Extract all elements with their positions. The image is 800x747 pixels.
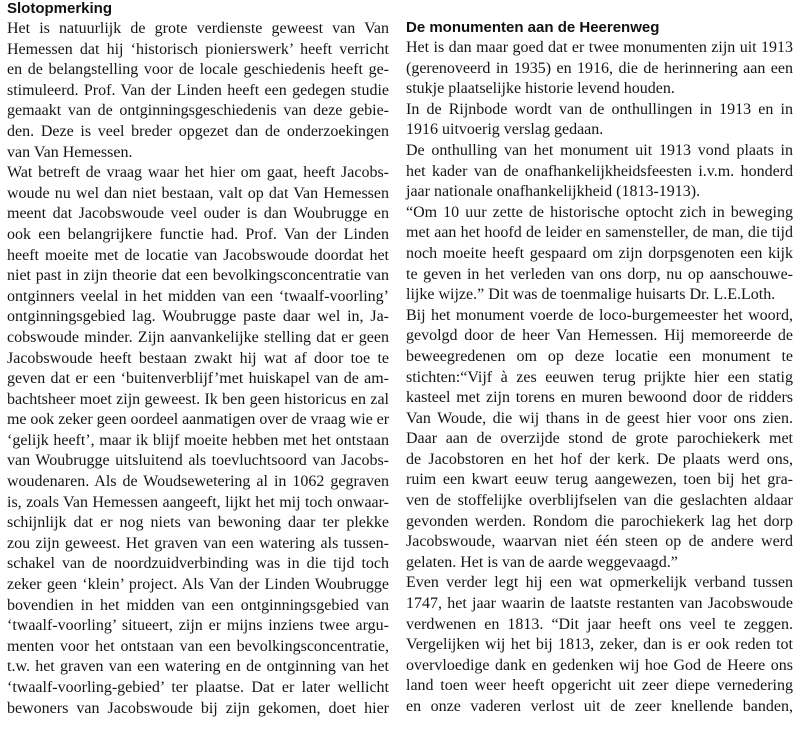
- left-column-text: [7, 19, 389, 719]
- text-line: jaar nationale onafhankelijkheid (1813-1913).: [406, 183, 701, 201]
- text-line: ‘twaalf-voorling’ situeert, zijn er mijns inziens twee argu-: [7, 617, 389, 635]
- text-line: t.w. het graven van een watering en de ontginning van het: [7, 658, 389, 676]
- text-line: woude nu wel dan niet bestaan, valt op dat Van Hemessen: [7, 184, 389, 202]
- paragraph: [406, 141, 793, 203]
- text-line: In de Rijnbode wordt van de onthullingen in 1913 en in: [406, 100, 793, 118]
- text-line: bewoners van Jacobswoude bij zijn gekomen, doet hier: [7, 699, 389, 717]
- right-column: [406, 0, 793, 718]
- left-column: [7, 0, 389, 719]
- text-line: verdwenen en 1813. “Dit jaar heeft ons veel te zeggen.: [406, 615, 793, 633]
- text-line: stukje plaatselijke historie levend houden.: [406, 80, 675, 98]
- text-line: ruim een kwart eeuw terug aangewezen, toen bij het gra-: [406, 471, 793, 489]
- text-line: gevolgd door de heer Van Hemessen. Hij memoreerde de: [406, 327, 793, 345]
- text-line: De onthulling van het monument uit 1913 vond plaats in: [406, 141, 793, 159]
- text-line: Even verder legt hij een wat opmerkelijk verband tussen: [406, 574, 793, 592]
- text-line: geven dat er een ‘buitenverblijf’met huiskapel van de am-: [7, 370, 389, 388]
- text-line: en de belangstelling voor de locale geschiedenis heeft ge-: [7, 61, 389, 79]
- text-line: bovendien in het midden van een ontginningsgebied van: [7, 596, 389, 614]
- text-line: te geven in het verleden van ons dorp, nu op aanschouwe-: [406, 265, 793, 283]
- text-line: Vergelijken wij het bij 1813, zeker, dan is er ook reden tot: [406, 636, 793, 654]
- text-line: noch moeite heeft gespaard om zijn dorpsgenoten een kijk: [406, 244, 793, 262]
- paragraph: [406, 38, 793, 100]
- paragraph: [7, 19, 389, 163]
- text-line: Hemessen dat hij ‘historisch pionierswerk’ heeft verricht: [7, 40, 389, 58]
- text-line: Het is dan maar goed dat er twee monumenten zijn uit 1913: [406, 39, 793, 56]
- paragraph: [406, 573, 793, 717]
- text-line: meent dat Jacobswoude veel ouder is dan Woubrugge en: [7, 205, 389, 223]
- text-line: zeker geen ‘klein’ project. Als Van der Linden Woubrugge: [7, 576, 389, 594]
- paragraph: [406, 203, 793, 306]
- text-line: den. Deze is veel breder opgezet dan de onderzoekingen: [7, 122, 389, 140]
- right-column-text: [406, 38, 793, 718]
- text-line: “Om 10 uur zette de historische optocht zich in beweging: [406, 203, 793, 221]
- text-line: ook een belangrijkere functie had. Prof. Van der Linden: [7, 225, 389, 243]
- text-line: ontginningsgebied lag. Woubrugge paste daar wel in, Ja-: [7, 308, 389, 326]
- text-line: me ook zeker geen oordeel aanmatigen over de vraag wie er: [7, 411, 389, 429]
- text-line: Bij het monument voerde de loco-burgemeester het woord,: [406, 306, 793, 324]
- section-heading-slotopmerking: Slotopmerking: [7, 0, 113, 17]
- text-line: van Woubrugge uitsluitend als toevluchtsoord van Jacobs-: [7, 452, 389, 470]
- text-line: menten voor het ontstaan van een bevolkingsconcentratie,: [7, 637, 389, 655]
- text-line: ‘twaalf-voorling-gebied’ ter plaatse. Dat er later wellicht: [7, 679, 389, 696]
- text-line: stimuleerd. Prof. Van der Linden heeft een gedegen studie: [7, 81, 389, 99]
- text-line: Het is natuurlijk de grote verdienste geweest van Van: [7, 20, 389, 37]
- paragraph: [7, 163, 389, 719]
- text-line: 1747, het jaar waarin de laatste restanten van Jacobswoude: [406, 595, 793, 613]
- text-line: het kader van de onafhankelijkheidsfeesten i.v.m. honderd: [406, 162, 793, 180]
- text-line: ontginners veelal in het midden van een ‘twaalf-voorling’: [7, 287, 389, 305]
- paragraph: [406, 306, 793, 574]
- text-line: heeft moeite met de locatie van Jacobswoude doordat het: [7, 246, 389, 264]
- text-line: gemaakt van de ontginningsgeschiedenis van deze gebie-: [7, 102, 389, 120]
- text-line: schakel van de noordzuidverbinding was in die tijd toch: [7, 555, 389, 573]
- text-line: is, zoals Van Hemessen aangeeft, lijkt het mij toch onwaar-: [7, 493, 389, 511]
- text-line: ven de stoffelijke overblijfselen van die geslachten aldaar: [406, 492, 793, 510]
- text-line: schijnlijk dat er nog niets van bewoning daar ter plekke: [7, 514, 389, 532]
- text-line: gevonden werden. Rondom die parochiekerk lag het dorp: [406, 512, 793, 530]
- text-line: niet past in zijn theorie dat een bevolkingsconcentratie van: [7, 267, 389, 285]
- text-line: Wat betreft de vraag waar het hier om gaat, heeft Jacobs-: [7, 164, 389, 182]
- text-line: Jacobswoude heeft bestaan zwakt hij wat af door toe te: [7, 349, 389, 367]
- text-line: met aan het hoofd de leider en samensteller, de man, die tijd: [406, 224, 793, 242]
- text-line: gelaten. Het is van de aarde weggevaagd.”: [406, 553, 678, 571]
- text-line: cobswoude minder. Zijn aanvankelijke stelling dat er geen: [7, 328, 389, 346]
- text-line: land toen weer heeft opgericht uit zeer diepe vernedering: [406, 677, 793, 695]
- text-line: stichten:“Vijf à zes eeuwen terug prijkte hier een statig: [406, 368, 793, 386]
- text-line: zou zijn geweest. Het graven van een watering als tussen-: [7, 534, 389, 552]
- paragraph: [406, 100, 793, 141]
- text-line: Van Woude, die wij thans in de geest hier voor ons zien.: [406, 409, 793, 427]
- text-line: overvloedige dank en gedenken wij hoe God de Heere ons: [406, 656, 793, 674]
- text-line: lijke wijze.” Dit was de toenmalige huisarts Dr. L.E.Loth.: [406, 286, 776, 304]
- text-line: ‘gelijk heeft’, maar ik blijf moeite hebben met het ontstaan: [7, 431, 389, 449]
- text-line: 1916 uitvoerig verslag gedaan.: [406, 121, 604, 139]
- text-line: Daar aan de overzijde stond de grote parochiekerk met: [406, 430, 793, 448]
- text-line: woudenaren. Als de Woudsewetering al in 1062 gegraven: [7, 473, 389, 491]
- section-heading-monumenten: De monumenten aan de Heerenweg: [406, 19, 660, 36]
- text-line: van Van Hemessen.: [7, 143, 133, 161]
- text-line: en onze vaderen verlost uit de zeer knellende banden,: [406, 698, 793, 715]
- text-line: Jacobswoude, waarvan niet één steen op de andere werd: [406, 533, 793, 551]
- text-line: kasteel met zijn torens en muren bewoond door de ridders: [406, 389, 793, 407]
- text-line: (gerenoveerd in 1935) en 1916, die de herinnering aan een: [406, 59, 793, 77]
- text-line: de Jacobstoren en het hof der kerk. De plaats werd ons,: [406, 450, 793, 468]
- text-line: bachtsheer moet zijn geweest. Ik ben geen historicus en zal: [7, 390, 389, 408]
- text-line: beweegredenen om op deze locatie een monument te: [406, 347, 793, 365]
